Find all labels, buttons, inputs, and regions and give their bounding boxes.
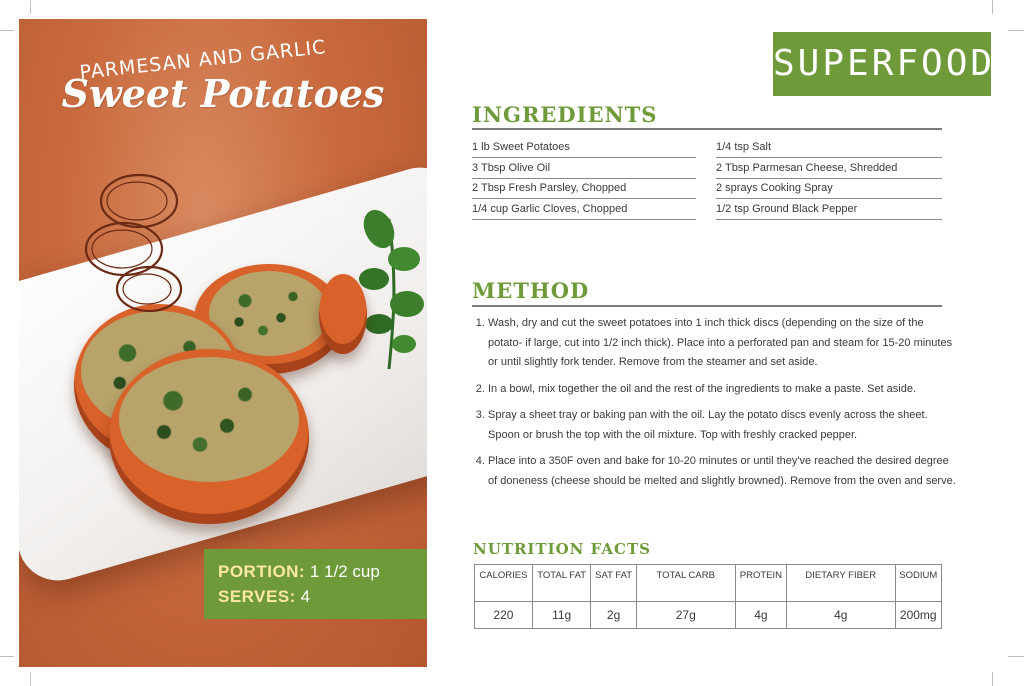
recipe-title	[19, 36, 427, 116]
crop-mark	[0, 656, 14, 657]
nutrition-heading: NUTRITION FACTS	[473, 540, 651, 558]
nutrition-value: 27g	[636, 602, 735, 629]
serves-value: 4	[300, 587, 311, 606]
recipe-title-line1: PARMESAN AND GARLIC	[78, 36, 328, 84]
ingredient-item: 1/2 tsp Ground Black Pepper	[716, 201, 942, 220]
crop-mark	[1008, 30, 1024, 31]
nutrition-header-row	[475, 565, 942, 602]
method-step: 1. Wash, dry and cut the sweet potatoes into 1 inch thick discs (depending on the size of the potato- if large, cut into 1/2 inch thick). Place into a perforated pan and steam for 15-20 minutes or until slightly fork tender. Remove from the steamer and set aside.	[488, 314, 960, 373]
nutrition-header: CALORIES	[475, 565, 533, 602]
nutrition-value: 200mg	[895, 602, 942, 629]
portion-label: PORTION:	[218, 562, 306, 581]
ingredient-item: 2 sprays Cooking Spray	[716, 180, 942, 199]
method-step: 3. Spray a sheet tray or baking pan with the oil. Lay the potato discs evenly across the sheet. Spoon or brush the top with the oil mixture. Top with freshly cracked pepper.	[488, 406, 960, 445]
crop-mark	[30, 0, 31, 14]
crop-mark	[992, 0, 993, 14]
crop-mark	[0, 30, 14, 31]
potato-topping	[119, 357, 299, 482]
method-steps	[472, 314, 960, 498]
recipe-photo-panel	[19, 19, 427, 667]
nutrition-value: 4g	[787, 602, 895, 629]
portion-box	[204, 549, 427, 619]
portion-row	[218, 562, 380, 582]
ingredient-item: 1/4 tsp Salt	[716, 139, 942, 158]
ingredient-item: 2 Tbsp Fresh Parsley, Chopped	[472, 180, 696, 199]
nutrition-table	[474, 564, 942, 629]
potato-sketch-icon	[79, 169, 189, 319]
potato-disc-image	[319, 274, 367, 354]
ingredient-item: 1 lb Sweet Potatoes	[472, 139, 696, 158]
nutrition-header: TOTAL FAT	[532, 565, 591, 602]
ingredient-item: 2 Tbsp Parmesan Cheese, Shredded	[716, 160, 942, 179]
nutrition-value: 11g	[532, 602, 591, 629]
crop-mark	[30, 672, 31, 686]
nutrition-value: 4g	[735, 602, 786, 629]
nutrition-value-row	[475, 602, 942, 629]
nutrition-header: SAT FAT	[591, 565, 636, 602]
method-heading: METHOD	[472, 278, 590, 303]
nutrition-header: SODIUM	[895, 565, 942, 602]
serves-row	[218, 587, 310, 607]
nutrition-header: PROTEIN	[735, 565, 786, 602]
ingredient-item: 1/4 cup Garlic Cloves, Chopped	[472, 201, 696, 220]
nutrition-header: DIETARY FIBER	[787, 565, 895, 602]
method-step: 2. In a bowl, mix together the oil and the rest of the ingredients to make a paste. Set aside.	[488, 380, 960, 400]
crop-mark	[992, 672, 993, 686]
nutrition-header: TOTAL CARB	[636, 565, 735, 602]
serves-label: SERVES:	[218, 587, 296, 606]
superfood-badge: SUPERFOOD	[773, 32, 991, 96]
crop-mark	[1008, 656, 1024, 657]
heading-divider	[472, 128, 942, 130]
method-step: 4. Place into a 350F oven and bake for 10-20 minutes or until they've reached the desired degree of doneness (cheese should be melted and slightly browned). Remove from the oven and serve.	[488, 452, 960, 491]
nutrition-value: 220	[475, 602, 533, 629]
nutrition-value: 2g	[591, 602, 636, 629]
ingredients-heading: INGREDIENTS	[472, 102, 658, 127]
heading-divider	[472, 305, 942, 307]
ingredient-item: 3 Tbsp Olive Oil	[472, 160, 696, 179]
portion-value: 1 1/2 cup	[309, 562, 380, 581]
recipe-title-line2: Sweet Potatoes	[61, 71, 385, 116]
